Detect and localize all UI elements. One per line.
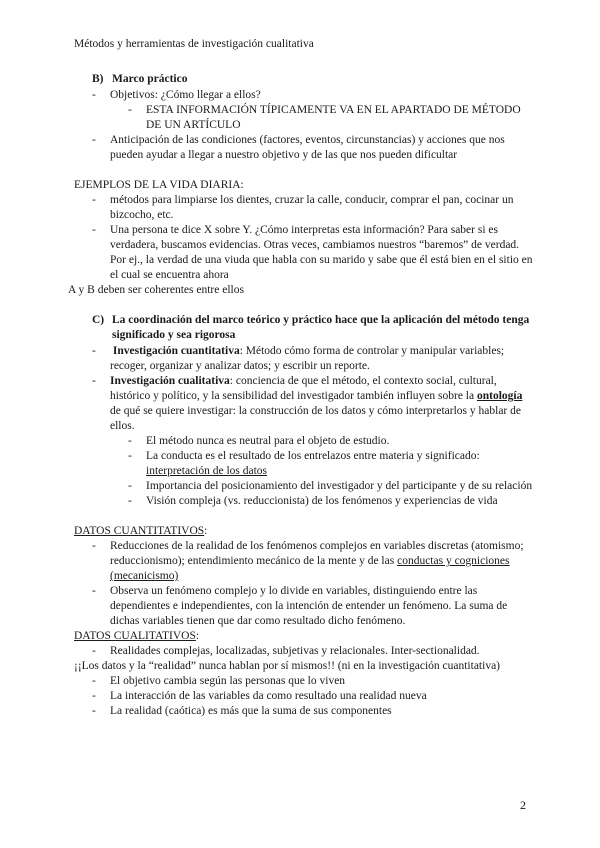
section-b-title: Marco práctico bbox=[112, 73, 188, 85]
list-item: - La conducta es el resultado de los entrelazos entre materia y significado: interpretación de los datos bbox=[128, 450, 480, 477]
datos-cualitativos-heading: DATOS CUALITATIVOS: bbox=[74, 630, 200, 642]
list-item: - El método nunca es neutral para el objeto de estudio. bbox=[128, 435, 390, 447]
datos-note: ¡¡Los datos y la “realidad” nunca hablan por sí mismos!! (ni en la investigación cuantitativa) bbox=[74, 660, 500, 672]
qual-label: Investigación cualitativa bbox=[110, 375, 230, 387]
list-item: - Visión compleja (vs. reduccionista) de los fenómenos y experiencias de vida bbox=[128, 495, 498, 507]
list-item: - Reducciones de la realidad de los fenómenos complejos en variables discretas (atomismo; reduccionismo); entendimiento mecánico de la mente y de las conductas y cogniciones (mecanicismo) bbox=[92, 540, 524, 582]
list-item: - La realidad (caótica) es más que la suma de sus componentes bbox=[92, 705, 392, 717]
section-c-title: La coordinación del marco teórico y práctico hace que la aplicación del método tenga significado y sea rigorosa bbox=[112, 314, 530, 341]
datos-cuantitativos-heading: DATOS CUANTITATIVOS: bbox=[74, 525, 208, 537]
coherence-note: A y B deben ser coherentes entre ellos bbox=[68, 284, 244, 296]
list-item: - Investigación cualitativa: conciencia de que el método, el contexto social, cultural, histórico y político, y la sensibilidad del investigador también influyen sobre la ontología de qué se quiere investigar: la construcción de los datos y cómo interpretarlos y hablar de ellos. bbox=[92, 375, 523, 432]
section-b-label: B) bbox=[92, 73, 104, 85]
ontologia-term: ontología bbox=[476, 390, 523, 402]
list-item: - Anticipación de las condiciones (factores, eventos, circunstancias) y acciones que nos pueden ayudar a llegar a nuestro objetivo y de las que nos pueden dificultar bbox=[92, 134, 505, 161]
page-header: Métodos y herramientas de investigación cualitativa bbox=[74, 38, 314, 50]
list-item: - Importancia del posicionamiento del investigador y del participante y de su relación bbox=[128, 480, 533, 492]
page-number: 2 bbox=[520, 798, 526, 812]
list-item: - El objetivo cambia según las personas que lo viven bbox=[92, 675, 346, 687]
list-item: - Objetivos: ¿Cómo llegar a ellos? bbox=[92, 89, 261, 101]
page-content bbox=[68, 72, 536, 719]
list-item: - La interacción de las variables da como resultado una realidad nueva bbox=[92, 690, 427, 702]
list-item: - métodos para limpiarse los dientes, cruzar la calle, conducir, comprar el pan, cocinar un bizcocho, etc. bbox=[92, 194, 514, 221]
list-item: - Investigación cuantitativa: Método cómo forma de controlar y manipular variables; recoger, organizar y analizar datos; y escribir un reporte. bbox=[92, 345, 505, 372]
section-c-heading bbox=[92, 313, 536, 343]
list-item: - Observa un fenómeno complejo y lo divide en variables, distinguiendo entre las dependientes e independientes, con la intención de entender un fenómeno. La suma de dichas variables tienen que dar como resultado dicho fenómeno. bbox=[92, 585, 508, 627]
ejemplos-heading: EJEMPLOS DE LA VIDA DIARIA: bbox=[74, 179, 244, 191]
list-item: - Una persona te dice X sobre Y. ¿Cómo interpretas esta información? Para saber si es verdadera, buscamos evidencias. Otras veces, cambiamos nuestros “baremos” de verdad. Por ej., la verdad de una viuda que habla con su marido y sabe que él está bien en el sitio en el cual se encuentra ahora bbox=[92, 224, 533, 281]
list-item: - Realidades complejas, localizadas, subjetivas y relacionales. Inter-sectionalidad. bbox=[92, 645, 480, 657]
section-b-heading bbox=[92, 72, 536, 87]
section-c-label: C) bbox=[92, 314, 105, 326]
list-item: - ESTA INFORMACIÓN TÍPICAMENTE VA EN EL APARTADO DE MÉTODO DE UN ARTÍCULO bbox=[128, 104, 521, 131]
quant-label: Investigación cuantitativa bbox=[112, 345, 240, 357]
